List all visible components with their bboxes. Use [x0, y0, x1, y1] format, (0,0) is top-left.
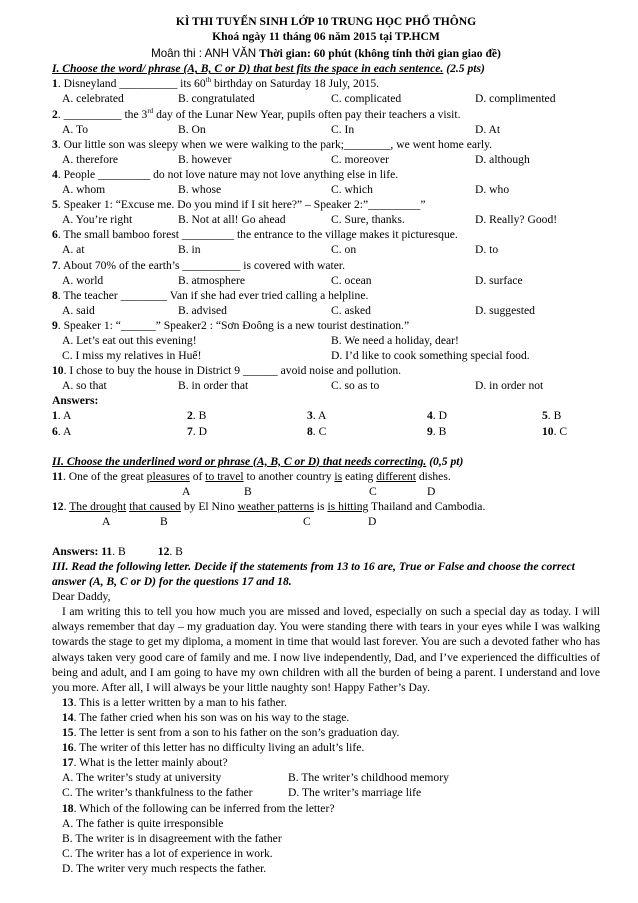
time-label: Thời gian: 60 phút (không tính thời gian giao đề) [259, 47, 501, 61]
q12-letters: A B C D [102, 514, 377, 528]
option-c: C. The writer has a lot of experience in work. [62, 846, 273, 860]
option-d: D. in order not [475, 379, 544, 393]
option-a: A. celebrated [62, 92, 124, 106]
option-c: C. asked [331, 303, 371, 317]
question-7: 7. About 70% of the earth’s __________ is covered with water. A. world B. atmosphere C. ocean D. surface [52, 258, 523, 287]
question-17: 17. What is the letter mainly about? A. The writer’s study at university B. The writer’s childhood memory C. The writer’s thankfulness to the father D. The writer’s marriage life [62, 756, 449, 800]
option-b: B. whose [178, 183, 222, 197]
option-d: D. to [475, 243, 499, 257]
option-b: B. Not at all! Go ahead [178, 213, 286, 227]
option-a: A. To [62, 122, 89, 136]
option-d: D. I’d like to cook something special food. [331, 349, 530, 363]
question-10: 10. I chose to buy the house in District 9 ______ avoid noise and pollution. A. so that B. in order that C. so as to D. in order not [52, 364, 544, 393]
option-d: D. complimented [475, 92, 556, 106]
section2-answers: Answers: 11. B 12. B [52, 544, 183, 558]
option-c: C. In [331, 122, 355, 136]
option-d: D. surface [475, 273, 523, 287]
option-d: D. The writer’s marriage life [288, 786, 422, 800]
letter-body: I am writing this to tell you how much you are missed and loved, especially on such a special day as today. I will always remember that day – my graduation day. You were standing there with tears in your eyes while I was walking towards the stage to get my diploma, a moment in time that would last forever. You are such a devoted father who has always taken very good care of family and me. I now live independently, Dad, and I’ve experienced the difficulties of being and adult, and I am going to have my own children with all the burden of being a parent. I understand and love you more. After all, I will always be your little naughty son! Happy Father’s Day. [52, 605, 600, 694]
question-6: 6. The small bamboo forest _________ the entrance to the village makes it picturesque. A. at B. in C. on D. to [52, 228, 499, 257]
section2-points: (0,5 pt) [429, 454, 464, 468]
option-b: B. advised [178, 303, 227, 317]
option-d: D. At [475, 122, 501, 136]
option-c: C. The writer’s thankfulness to the father [62, 786, 253, 800]
question-18: 18. Which of the following can be inferred from the letter? A. The father is quite irresponsible B. The writer is in disagreement with the father C. The writer has a lot of experience in work. D. The writer very much respects the father. [62, 801, 600, 876]
question-8: 8. The teacher ________ Van if she had ever tried calling a helpline. A. said B. advised C. asked D. suggested [52, 288, 535, 317]
option-b: B. On [178, 122, 206, 136]
option-b: B. atmosphere [178, 273, 245, 287]
question-3: 3. Our little son was sleepy when we were walking to the park;________, we went home early. A. therefore B. however C. moreover D. although [52, 137, 530, 166]
option-a: A. world [62, 273, 104, 287]
option-a: A. The writer’s study at university [62, 771, 222, 785]
answers-row-2: 6. A 7. D 8. C 9. B 10. C [52, 424, 568, 438]
option-d: D. suggested [475, 303, 535, 317]
option-a: A. You’re right [62, 213, 133, 227]
option-d: D. although [475, 152, 530, 166]
option-c: C. I miss my relatives in Huế! [62, 349, 202, 363]
exam-date: Khoá ngày 11 tháng 06 năm 2015 tại TP.HCM [212, 30, 440, 44]
option-c: C. ocean [331, 273, 372, 287]
section1-questions [52, 76, 600, 393]
option-b: B. congratulated [178, 92, 255, 106]
section1-points: (2.5 pts) [446, 62, 485, 76]
option-b: B. The writer’s childhood memory [288, 771, 449, 785]
question-2: 2. __________ the 3rd day of the Lunar New Year, pupils often pay their teachers a visit. A. To B. On C. In D. At [52, 106, 501, 136]
option-a: A. therefore [62, 152, 119, 166]
statement-13: 13. This is a letter written by a man to his father. [62, 695, 287, 709]
option-a: A. said [62, 303, 95, 317]
question-4: 4. People _________ do not love nature may not love anything else in life. A. whom B. whose C. which D. who [52, 167, 510, 197]
option-a: A. whom [62, 183, 106, 197]
subject-line [52, 46, 600, 61]
option-b: B. in [178, 243, 201, 257]
option-a: A. Let’s eat out this evening! [62, 333, 197, 347]
question-11: 11. One of the great pleasures of to travel to another country is eating different dishes. A B C D [52, 469, 600, 499]
option-d: D. The writer very much respects the father. [62, 861, 267, 875]
option-c: C. which [331, 183, 373, 197]
option-d: D. who [475, 183, 510, 197]
section1-answers-label: Answers: [52, 394, 99, 408]
subject-label: Moân thi : ANH VĂN [151, 47, 257, 61]
question-12: 12. The drought that caused by El Nino weather patterns is is hitting Thailand and Cambodia. A B C D [52, 499, 600, 529]
option-b: B. We need a holiday, dear! [331, 333, 459, 347]
section2-title: II. Choose the underlined word or phrase (A, B, C or D) that needs correcting. [52, 454, 427, 468]
question-9: 9. Speaker 1: “______” Speaker2 : “Sơn Đoông is a new tourist destination.” A. Let’s eat out this evening! B. We need a holiday, dear! C. I miss my relatives in Huế! D. I’d like to cook something special food. [52, 318, 530, 363]
statement-15: 15. The letter is sent from a son to his father on the son’s graduation day. [62, 726, 400, 740]
option-c: C. Sure, thanks. [331, 213, 405, 227]
option-a: A. The father is quite irresponsible [62, 816, 224, 830]
option-b: B. however [178, 152, 232, 166]
q11-letters: A B C D [182, 484, 436, 498]
option-a: A. so that [62, 379, 107, 393]
option-c: C. moreover [331, 152, 389, 166]
question-1: 1. Disneyland __________ its 60th birthday on Saturday 18 July, 2015. A. celebrated B. congratulated C. complicated D. complimented [52, 76, 556, 106]
question-5: 5. Speaker 1: “Excuse me. Do you mind if I sit here?” – Speaker 2:”_________” A. You’re right B. Not at all! Go ahead C. Sure, thanks. D. Really? Good! [52, 198, 558, 227]
section1-title: I. Choose the word/ phrase (A, B, C or D) that best fits the space in each sentence. [52, 62, 444, 76]
exam-title: KÌ THI TUYỂN SINH LỚP 10 TRUNG HỌC PHỔ THÔNG [175, 15, 477, 28]
statements [52, 695, 600, 876]
section2-heading [52, 454, 600, 469]
option-b: B. The writer is in disagreement with the father [62, 831, 282, 845]
option-c: C. on [331, 243, 357, 257]
statement-16: 16. The writer of this letter has no difficulty living an adult’s life. [62, 741, 365, 755]
option-a: A. at [62, 243, 85, 257]
option-d: D. Really? Good! [475, 213, 558, 227]
section1-heading [52, 61, 600, 76]
section3-heading: III. Read the following letter. Decide if the statements from 13 to 16 are, True or False and choose the correct answer (A, B, C or D) for the questions 17 and 18. [52, 560, 575, 589]
letter-salutation: Dear Daddy, [52, 590, 111, 604]
option-c: C. so as to [331, 379, 380, 393]
answers-row-1: 1. A 2. B 3. A 4. D 5. B [52, 409, 562, 423]
option-b: B. in order that [178, 379, 249, 393]
statement-14: 14. The father cried when his son was on his way to the stage. [62, 710, 350, 724]
option-c: C. complicated [331, 92, 402, 106]
